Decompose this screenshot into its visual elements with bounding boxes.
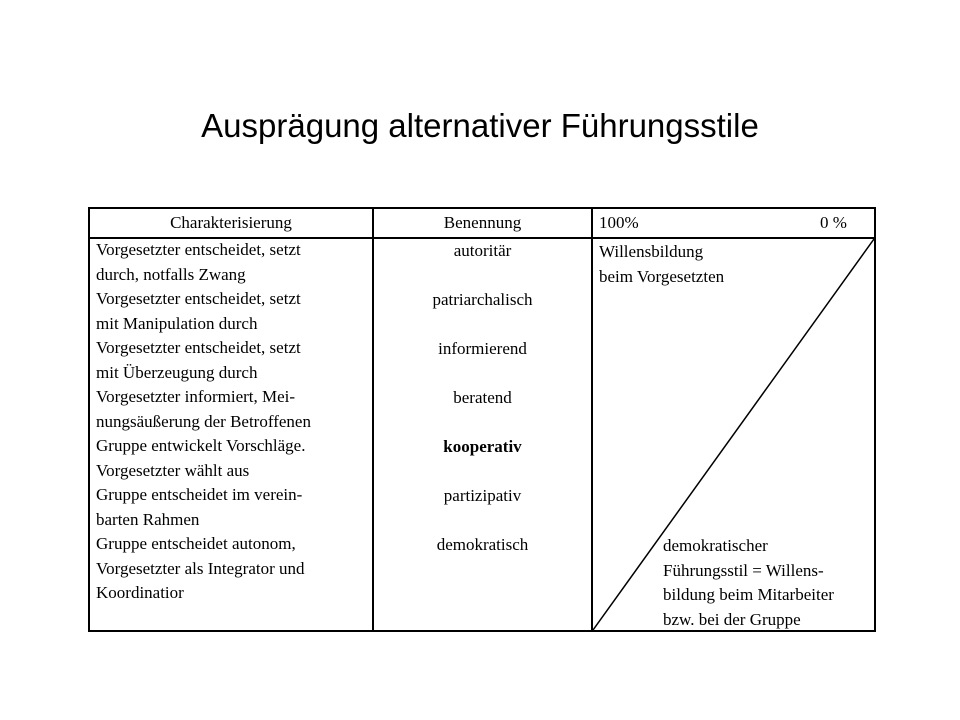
leadership-styles-table	[88, 207, 876, 632]
column-divider	[372, 209, 374, 630]
characterization-line: durch, notfalls Zwang	[96, 264, 246, 284]
style-informierend: informierend	[438, 339, 527, 358]
header-naming: Benennung	[443, 213, 522, 232]
characterization-line: Gruppe entscheidet im verein-	[96, 485, 303, 504]
characterization-column	[96, 238, 372, 606]
style-autoritaer: autoritär	[453, 241, 512, 260]
characterization-line: mit Manipulation durch	[96, 313, 258, 333]
slide-title: Ausprägung alternativer Führungsstile	[201, 107, 759, 144]
characterization-line: Vorgesetzter wählt aus	[96, 460, 250, 480]
style-demokratisch: demokratisch	[436, 535, 529, 554]
lower-note-line: Führungsstil = Willens-	[663, 560, 824, 580]
characterization-line: nungsäußerung der Betroffenen	[96, 411, 311, 431]
characterization-line: Vorgesetzter entscheidet, setzt	[96, 240, 301, 259]
style-kooperativ: kooperativ	[443, 437, 522, 456]
style-patriarchalisch: patriarchalisch	[432, 290, 533, 309]
characterization-line: Vorgesetzter informiert, Mei-	[96, 387, 296, 406]
lower-note	[663, 534, 834, 632]
characterization-line: barten Rahmen	[96, 509, 200, 529]
style-beratend: beratend	[453, 388, 512, 407]
characterization-line: Gruppe entwickelt Vorschläge.	[96, 436, 306, 455]
characterization-line: Vorgesetzter als Integrator und	[96, 558, 305, 578]
characterization-line: Gruppe entscheidet autonom,	[96, 534, 296, 553]
characterization-line: Vorgesetzter entscheidet, setzt	[96, 338, 301, 357]
header-scale-100: 100%	[599, 213, 639, 232]
characterization-line: Vorgesetzter entscheidet, setzt	[96, 289, 301, 308]
characterization-line: Koordinatior	[96, 583, 184, 602]
lower-note-line: bzw. bei der Gruppe	[663, 609, 801, 629]
lower-note-line: demokratischer	[663, 536, 768, 555]
upper-note-line: Willensbildung	[599, 242, 704, 261]
upper-note-line: beim Vorgesetzten	[599, 266, 725, 286]
upper-note	[599, 240, 724, 289]
characterization-line: mit Überzeugung durch	[96, 362, 258, 382]
style-partizipativ: partizipativ	[443, 486, 522, 505]
header-characterization: Charakterisierung	[170, 213, 292, 232]
lower-note-line: bildung beim Mitarbeiter	[663, 585, 834, 604]
header-scale-0: 0 %	[820, 213, 847, 232]
